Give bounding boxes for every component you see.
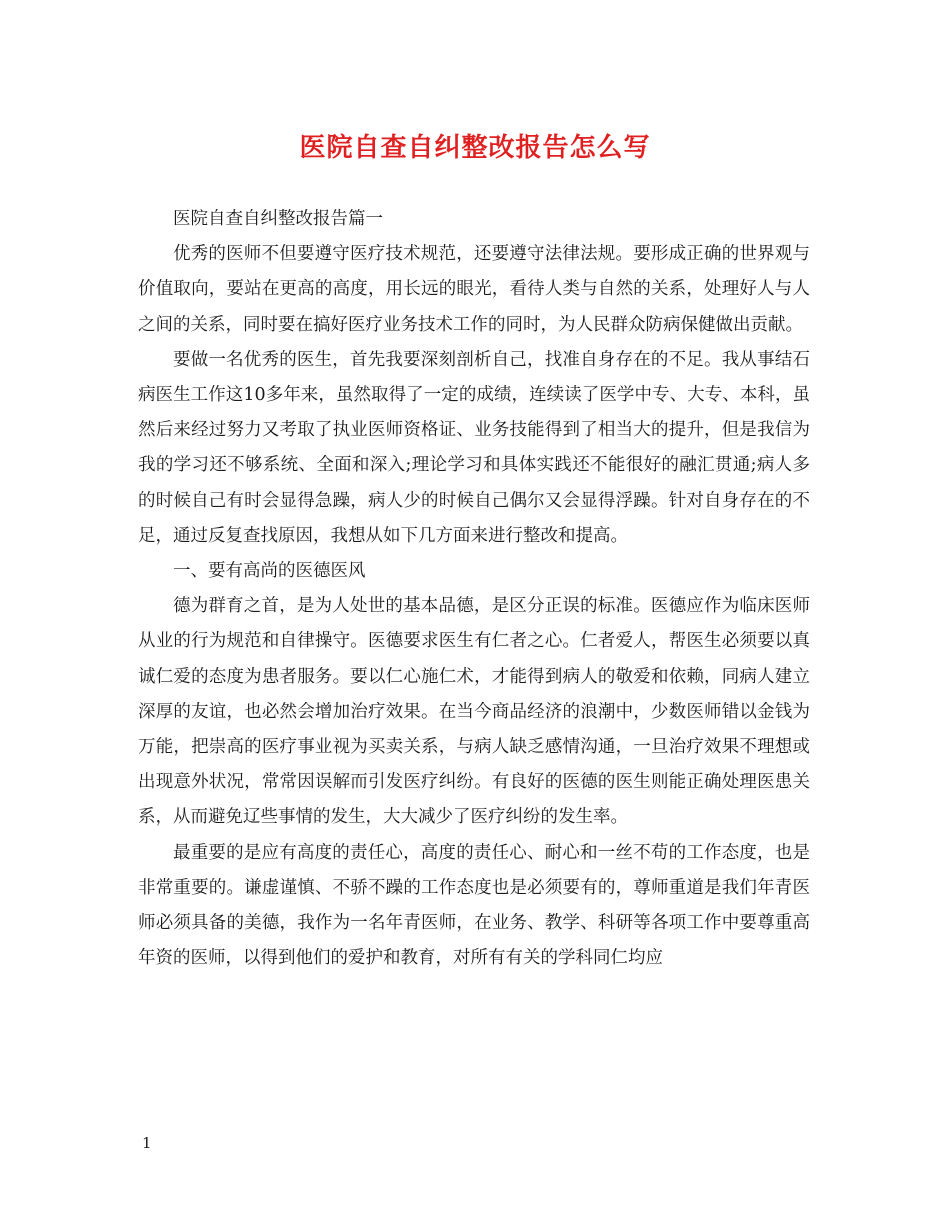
paragraph: 要做一名优秀的医生，首先我要深刻剖析自己，找准自身存在的不足。我从事结石病医生工作这10多年来，虽然取得了一定的成绩，连续读了医学中专、大专、本科，虽然后来经过努力又考取了执业医师资格证、业务技能得到了相当大的提升，但是我信为我的学习还不够系统、全面和深入;理论学习和具体实践还不能很好的融汇贯通;病人多的时候自己有时会显得急躁，病人少的时候自己偶尔又会显得浮躁。针对自身存在的不足，通过反复查找原因，我想从如下几方面来进行整改和提高。 — [138, 349, 810, 546]
subsection-heading: 一、要有高尚的医德医风 — [173, 561, 366, 582]
page-title: 医院自查自纠整改报告怎么写 — [299, 133, 651, 163]
section-heading: 医院自查自纠整改报告篇一 — [173, 209, 383, 229]
paragraph: 优秀的医师不但要遵守医疗技术规范，还要遵守法律法规。要形成正确的世界观与价值取向，要站在更高的高度，用长远的眼光，看待人类与自然的关系，处理好人与人之间的关系，同时要在搞好医疗业务技术工作的同时，为人民群众防病保健做出贡献。 — [138, 244, 810, 335]
paragraph: 最重要的是应有高度的责任心，高度的责任心、耐心和一丝不苟的工作态度，也是非常重要的。谦虚谨慎、不骄不躁的工作态度也是必须要有的，尊师重道是我们年青医师必须具备的美德，我作为一名年青医师，在业务、教学、科研等各项工作中要尊重高年资的医师，以得到他们的爱护和教育，对所有有关的学科同仁均应 — [138, 842, 810, 969]
document-body — [138, 202, 810, 976]
paragraph: 德为群育之首，是为人处世的基本品德，是区分正误的标准。医德应作为临床医师从业的行为规范和自律操守。医德要求医生有仁者之心。仁者爱人，帮医生必须要以真诚仁爱的态度为患者服务。要以仁心施仁术，才能得到病人的敬爱和依赖，同病人建立深厚的友谊，也必然会增加治疗效果。在当今商品经济的浪潮中，少数医师错以金钱为万能，把崇高的医疗事业视为买卖关系，与病人缺乏感情沟通，一旦治疗效果不理想或出现意外状况，常常因误解而引发医疗纠纷。有良好的医德的医生则能正确处理医患关系，从而避免辽些事情的发生，大大减少了医疗纠纷的发生率。 — [138, 596, 810, 828]
page-number: 1 — [142, 1134, 152, 1152]
